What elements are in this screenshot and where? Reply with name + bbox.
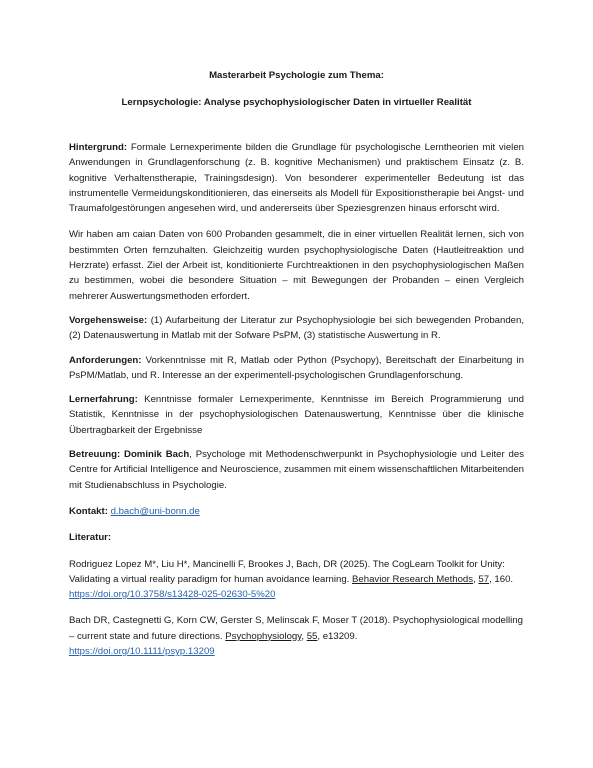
requirements-text: Vorkenntnisse mit R, Matlab oder Python (Psychopy), Bereitschaft der Einarbeitung in PsPM/Matlab, und R. Interesse an der experimentell-psychologischen Grundlagenforschung. xyxy=(69,354,524,381)
background-text: Formale Lernexperimente bilden die Grundlage für psychologische Lerntheorien mit vielen Anwendungen in Grundlagenforschung (z. B. kognitive Mechanismen) und praktischem Einsatz (z. B. kognitive Verhaltenstherapie, Trainingsdesign). Von besonderer experimenteller Bedeutung ist das instrumentelle Vermeidungskonditionieren, das einerseits als Modell für Expositionstherapie bei Angst- und Traumafolgestörungen angesehen wird, und andererseits über Speziesgrenzen hinaus erforscht wird. xyxy=(69,142,524,215)
contact-label: Kontakt: xyxy=(69,505,108,517)
reference-doi-link[interactable]: https://doi.org/10.3758/s13428-025-02630-5%20 xyxy=(69,589,276,601)
document-title-line-1: Masterarbeit Psychologie zum Thema: xyxy=(209,70,384,81)
contact-paragraph xyxy=(69,504,524,519)
reference-authors: Bach DR, Castegnetti G, Korn CW, Gerster S, Melinscak F, Moser T (2018). Psychophysiological modelling – current state and future directions. xyxy=(69,615,523,642)
approach-text: (1) Aufarbeitung der Literatur zur Psychophysiologie bei sich bewegenden Probanden, (2) Datenauswertung in Matlab mit der Sofware PsPM, (3) statistische Auswertung in R. xyxy=(69,314,524,342)
reference-journal: Behavior Research Methods xyxy=(352,573,474,585)
contact-email-link[interactable]: d.bach@uni-bonn.de xyxy=(110,505,200,517)
approach-paragraph xyxy=(69,313,524,344)
background-label: Hintergrund: xyxy=(69,142,128,153)
reference-authors: Rodriguez Lopez M*, Liu H*, Mancinelli F, Brookes J, Bach, DR (2025). The CogLearn Toolkit for Unity: Validating a virtual reality paradigm for human avoidance learning. xyxy=(69,558,505,585)
reference-doi-link[interactable]: https://doi.org/10.1111/psyp.13209 xyxy=(69,646,215,658)
supervision-label: Betreuung: Dominik Bach xyxy=(69,449,190,461)
reference-volume: 57 xyxy=(478,573,490,585)
supervision-text: , Psychologe mit Methodenschwerpunkt in Psychophysiologie und Leiter des Centre for Artificial Intelligence and Neuroscience, zusammen mit einem wissenschaftlichen Mitarbeitenden mit Studienabschluss in Psychologie. xyxy=(69,449,524,491)
requirements-label: Anforderungen: xyxy=(69,354,142,366)
requirements-paragraph xyxy=(69,353,524,384)
reference-volume: 55 xyxy=(306,630,318,642)
reference-pages: , 160. xyxy=(489,573,514,585)
data-description-paragraph: Wir haben am caian Daten von 600 Probanden gesammelt, die in einer virtuellen Realität lernen, sich von bestimmten Orten fernzuhalten. Gleichzeitig wurden psychophysiologische Daten (Hautleitreaktion und Herzrate) erfasst. Ziel der Arbeit ist, konditionierte Furchtreaktionen in den psychophysiologischen Maßen zu bestimmen, wobei die besondere Situation – mit Bewegungen der Probanden – einen Vergleich mehrerer Auswertungsmethoden erfordert. xyxy=(69,229,524,302)
reference-item xyxy=(69,557,524,603)
supervision-paragraph xyxy=(69,447,524,493)
reference-separator: , xyxy=(473,573,479,585)
document-title-line-2: Lernpsychologie: Analyse psychophysiologischer Daten in virtueller Realität xyxy=(121,97,472,108)
reference-separator: , xyxy=(301,630,307,642)
reference-journal: Psychophysiology xyxy=(225,630,302,642)
learning-experience-paragraph xyxy=(69,392,524,438)
reference-pages: , e13209. xyxy=(317,630,358,642)
approach-label: Vorgehensweise: xyxy=(69,314,148,326)
literature-heading: Literatur: xyxy=(69,532,112,544)
learning-experience-text: Kenntnisse formaler Lernexperimente, Kenntnisse im Bereich Programmierung und Statistik, Kenntnisse in der psychophysiologischen Datenauswertung, Kenntnisse über die klinische Übertragbarkeit der Ergebnisse xyxy=(69,394,524,436)
learning-experience-label: Lernerfahrung: xyxy=(69,394,138,406)
reference-item xyxy=(69,613,524,659)
background-paragraph xyxy=(69,140,524,216)
